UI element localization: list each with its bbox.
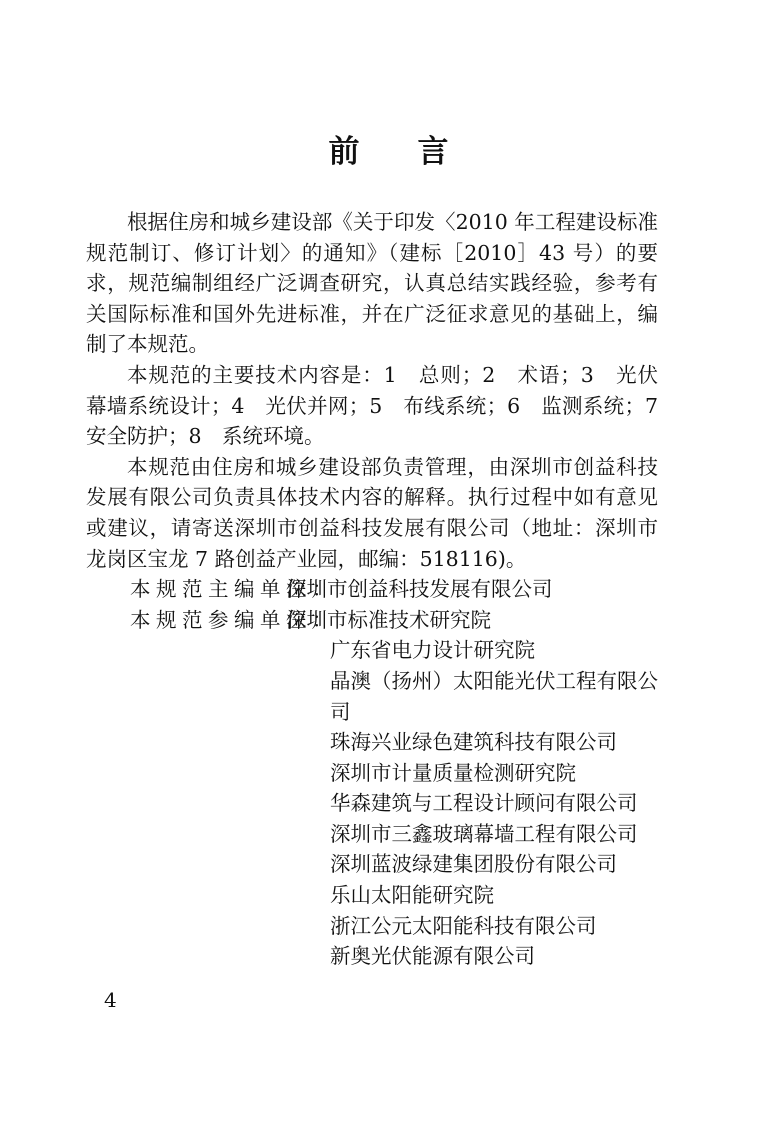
participant-item: 浙江公元太阳能科技有限公司 [330, 913, 597, 938]
participant-item: 广东省电力设计研究院 [330, 638, 535, 663]
page-title: 前言 [328, 134, 507, 170]
participant-item: 深圳市三鑫玻璃幕墙工程有限公司 [330, 821, 638, 846]
participant-item: 深圳市计量质量检测研究院 [330, 760, 576, 785]
participant-item: 乐山太阳能研究院 [330, 883, 494, 908]
chief-editor-value: 深圳市创益科技发展有限公司 [286, 577, 553, 602]
paragraph-contents: 本规范的主要技术内容是：1 总则；2 术语；3 光伏幕墙系统设计；4 光伏并网；5 布线系统；6 监测系统；7 安全防护；8 系统环境。 [86, 362, 679, 449]
participant-item: 晶澳（扬州）太阳能光伏工程有限公司 [330, 668, 658, 724]
page-number: 4 [104, 988, 117, 1012]
participant-item: 深圳市标准技术研究院 [286, 607, 491, 632]
participant-item: 新奥光伏能源有限公司 [330, 944, 535, 969]
participant-item: 华森建筑与工程设计顾问有限公司 [330, 791, 638, 816]
chief-editor-row [86, 574, 658, 605]
chief-editor-label: 本规范主编单位： [130, 577, 338, 602]
participants-list [330, 635, 658, 972]
participant-item: 珠海兴业绿色建筑科技有限公司 [330, 730, 617, 755]
participant-item: 深圳蓝波绿建集团股份有限公司 [330, 852, 617, 877]
paragraph-background: 根据住房和城乡建设部《关于印发〈2010 年工程建设标准规范制订、修订计划〉的通知》（建标［2010］43 号）的要求，规范编制组经广泛调查研究，认真总结实践经验，参考有关国际标准和国外先进标准，并在广泛征求意见的基础上，编制了本规范。 [86, 210, 658, 357]
participants-label: 本规范参编单位： [130, 607, 338, 632]
document-body [86, 207, 679, 972]
paragraph-management: 本规范由住房和城乡建设部负责管理，由深圳市创益科技发展有限公司负责具体技术内容的解释。执行过程中如有意见或建议，请寄送深圳市创益科技发展有限公司（地址：深圳市龙岗区宝龙 7 路创益产业园，邮编：518116)。 [86, 454, 658, 571]
participants-row [86, 605, 658, 636]
